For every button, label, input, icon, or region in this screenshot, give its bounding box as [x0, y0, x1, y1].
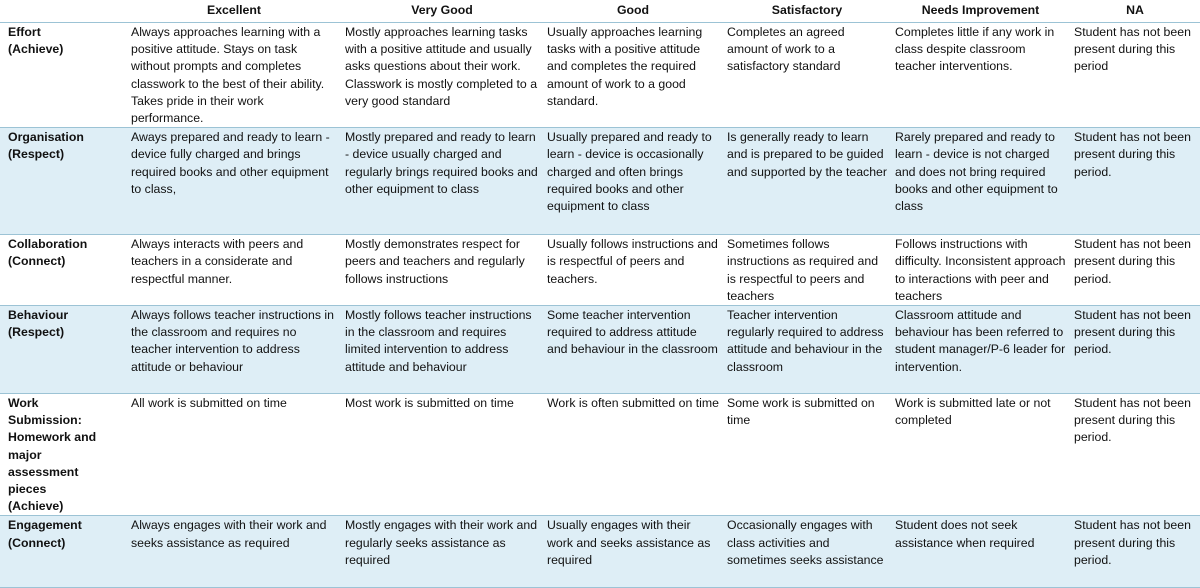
- table-row: [0, 23, 1200, 128]
- column-header: Very Good: [341, 0, 543, 23]
- table-cell: Mostly follows teacher instructions in the classroom and requires limited intervention to address attitude and behaviour: [345, 308, 532, 374]
- table-cell: Work is submitted late or not completed: [895, 396, 1051, 428]
- table-cell: Student has not been present during this period.: [1074, 130, 1191, 179]
- row-header: Work Submission: Homework and major assessment pieces (Achieve): [8, 396, 97, 514]
- table-cell: Completes an agreed amount of work to a satisfactory standard: [727, 25, 845, 74]
- table-cell: Usually follows instructions and is respectful of peers and teachers.: [547, 237, 718, 286]
- table-row: [0, 306, 1200, 394]
- table-cell: Always follows teacher instructions in the classroom and requires no teacher intervention to address attitude or behaviour: [131, 308, 334, 374]
- table-row: [0, 516, 1200, 588]
- table-cell: Usually prepared and ready to learn - device is occasionally charged and often brings required books and other equipment to class: [547, 130, 712, 214]
- column-header: NA: [1070, 0, 1200, 23]
- table-cell: Usually approaches learning tasks with a positive attitude and completes the required amount of work to a good standard.: [547, 25, 703, 108]
- table-cell: Always approaches learning with a positive attitude. Stays on task without prompts and completes classwork to the best of their ability. Takes pride in their work performance.: [131, 25, 325, 126]
- header-corner: [0, 0, 127, 23]
- table-row: [0, 394, 1200, 516]
- table-cell: Some teacher intervention required to address attitude and behaviour in the classroom: [547, 308, 718, 357]
- table-cell: Aways prepared and ready to learn - device fully charged and brings required books and other equipment to class,: [131, 130, 330, 196]
- table-cell: Is generally ready to learn and is prepared to be guided and supported by the teacher: [727, 130, 887, 179]
- table-cell: Occasionally engages with class activities and sometimes seeks assistance: [727, 518, 884, 567]
- row-header: Organisation (Respect): [8, 130, 84, 162]
- row-header: Collaboration (Connect): [8, 237, 88, 269]
- rubric-body: [0, 23, 1200, 588]
- table-row: [0, 128, 1200, 235]
- row-header: Behaviour (Respect): [8, 308, 69, 340]
- table-cell: Sometimes follows instructions as required and is respectful to peers and teachers: [727, 237, 879, 303]
- column-header: Excellent: [127, 0, 341, 23]
- row-header: Engagement (Connect): [8, 518, 82, 550]
- table-cell: Some work is submitted on time: [727, 396, 875, 428]
- header-row: [0, 0, 1200, 23]
- table-cell: Classroom attitude and behaviour has been referred to student manager/P-6 leader for intervention.: [895, 308, 1066, 374]
- row-header: Effort (Achieve): [8, 25, 64, 57]
- table-cell: Usually engages with their work and seeks assistance as required: [547, 518, 711, 567]
- table-cell: Completes little if any work in class despite classroom teacher interventions.: [895, 25, 1055, 74]
- table-cell: Most work is submitted on time: [345, 396, 514, 411]
- column-header: Good: [543, 0, 723, 23]
- table-cell: Always engages with their work and seeks assistance as required: [131, 518, 327, 550]
- table-cell: Always interacts with peers and teachers in a considerate and respectful manner.: [131, 237, 304, 286]
- table-cell: Follows instructions with difficulty. Inconsistent approach to interactions with peer and teachers: [895, 237, 1066, 303]
- column-header: Needs Improvement: [891, 0, 1070, 23]
- table-cell: Student does not seek assistance when required: [895, 518, 1035, 550]
- table-cell: Mostly approaches learning tasks with a positive attitude and usually asks questions about their work. Classwork is mostly completed to a very good standard: [345, 25, 538, 108]
- table-cell: Student has not been present during this period.: [1074, 518, 1191, 567]
- table-cell: Teacher intervention regularly required to address attitude and behaviour in the classroom: [727, 308, 884, 374]
- table-cell: Student has not been present during this period.: [1074, 237, 1191, 286]
- table-cell: Mostly engages with their work and regularly seeks assistance as required: [345, 518, 538, 567]
- table-cell: Student has not been present during this period.: [1074, 396, 1191, 445]
- table-cell: All work is submitted on time: [131, 396, 287, 411]
- table-cell: Work is often submitted on time: [547, 396, 720, 411]
- table-cell: Student has not been present during this period: [1074, 25, 1191, 74]
- table-cell: Rarely prepared and ready to learn - device is not charged and does not bring required books and other equipment to class: [895, 130, 1058, 214]
- table-cell: Mostly demonstrates respect for peers and teachers and regularly follows instructions: [345, 237, 525, 286]
- table-cell: Student has not been present during this period.: [1074, 308, 1191, 357]
- column-header: Satisfactory: [723, 0, 891, 23]
- table-row: [0, 235, 1200, 306]
- table-cell: Mostly prepared and ready to learn - device usually charged and regularly brings required books and other equipment to class: [345, 130, 538, 196]
